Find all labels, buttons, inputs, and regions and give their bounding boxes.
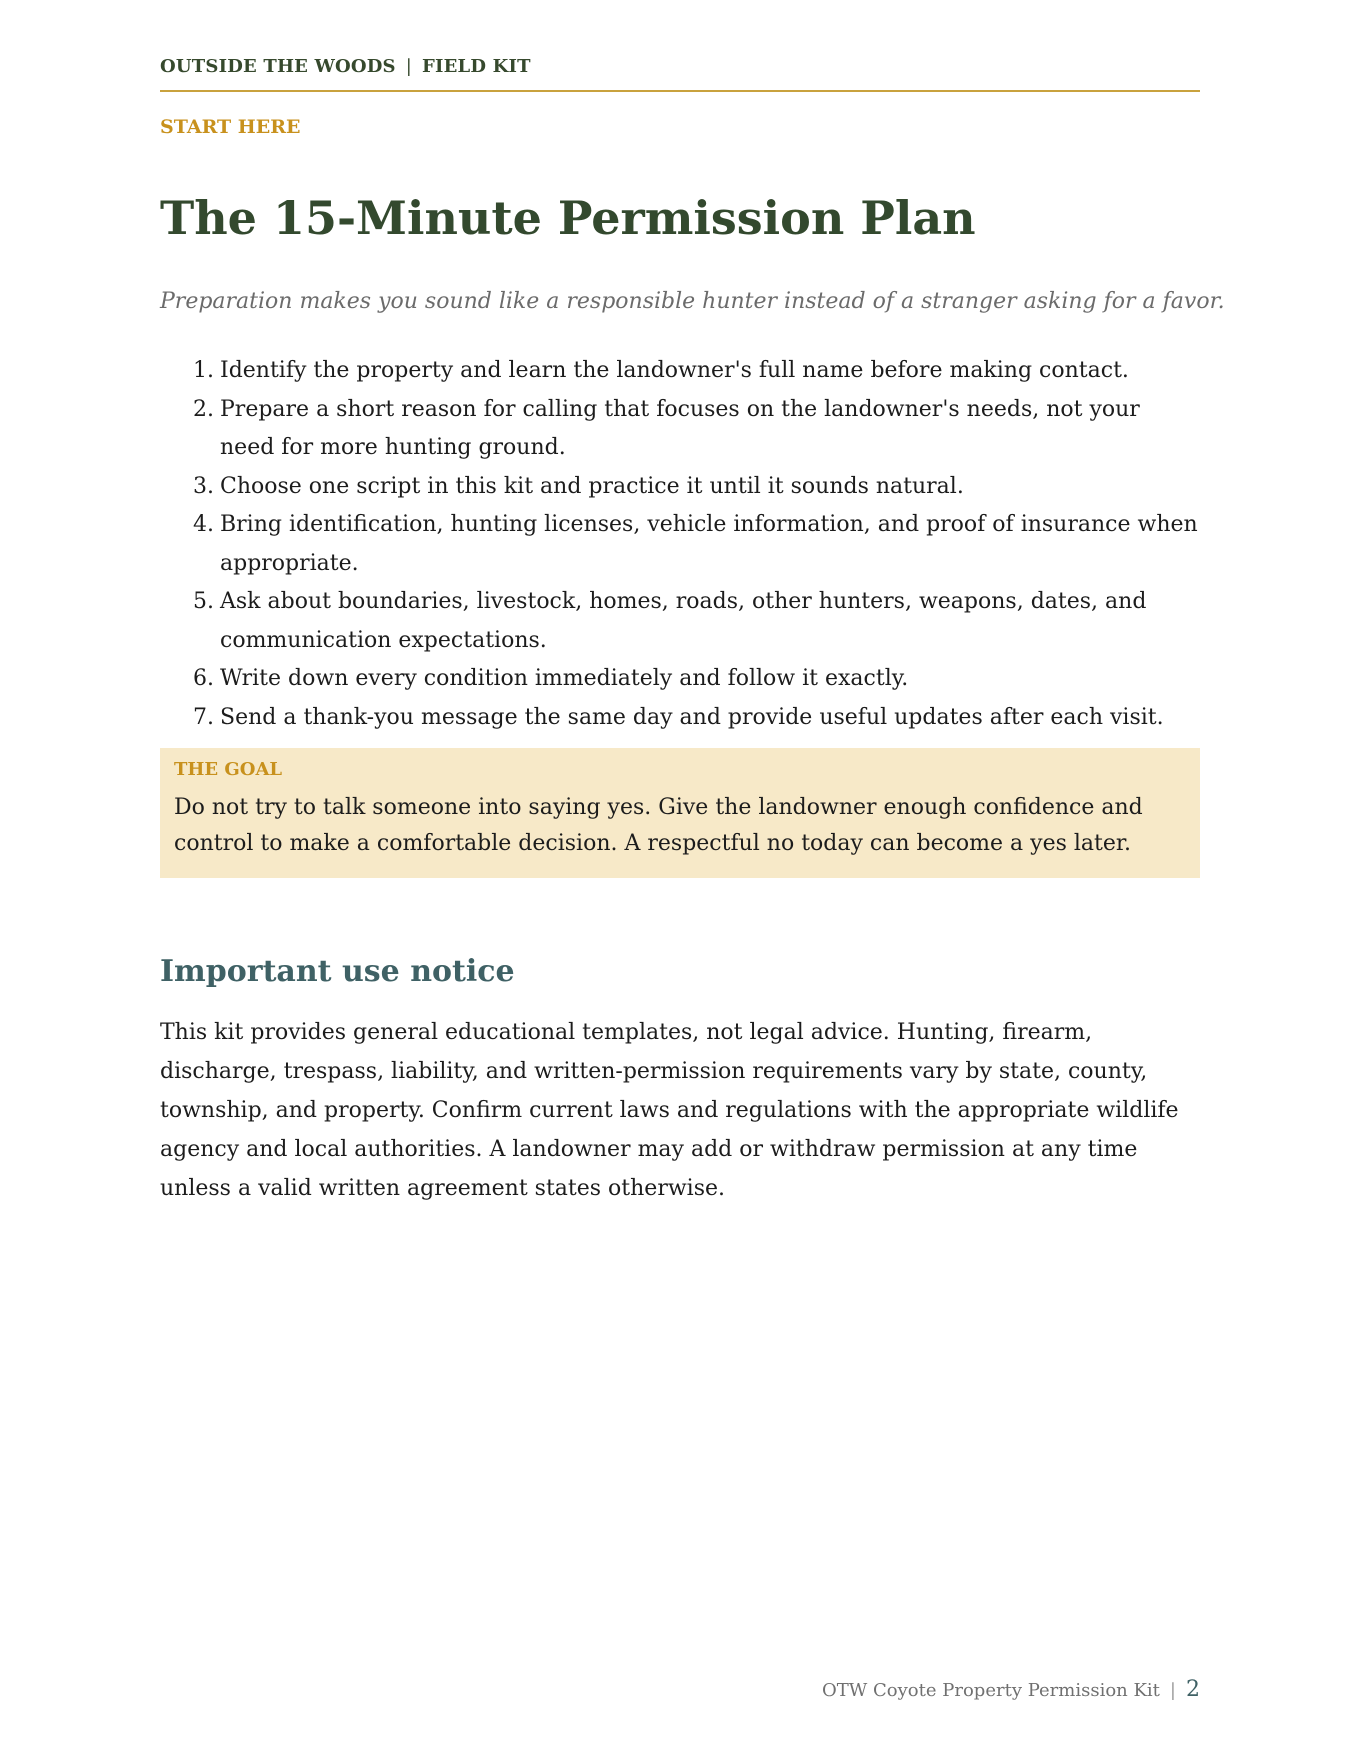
page-title: The 15-Minute Permission Plan <box>160 191 976 245</box>
step-number: 3. <box>193 473 214 499</box>
step-item <box>193 506 1200 583</box>
document-page <box>160 0 1225 1760</box>
header-brand: OUTSIDE THE WOODS <box>160 56 396 77</box>
running-header <box>160 56 1200 77</box>
step-item <box>193 391 1200 468</box>
step-text: Ask about boundaries, livestock, homes, roads, other hunters, weapons, dates, and communication expectations. <box>220 589 1147 653</box>
step-item <box>193 699 1200 738</box>
step-text: Prepare a short reason for calling that focuses on the landowner's needs, not your need for more hunting ground. <box>220 396 1140 460</box>
step-item <box>193 583 1200 660</box>
goal-callout <box>160 748 1200 878</box>
page-subtitle: Preparation makes you sound like a responsible hunter instead of a stranger asking for a favor. <box>160 289 1225 314</box>
goal-label: THE GOAL <box>174 759 283 780</box>
notice-heading: Important use notice <box>160 954 515 989</box>
step-text: Choose one script in this kit and practice it until it sounds natural. <box>220 473 964 499</box>
page-footer <box>822 1676 1200 1705</box>
section-kicker: START HERE <box>160 116 301 138</box>
page-number: 2 <box>1186 1677 1200 1702</box>
step-item <box>193 660 1200 699</box>
step-number: 6. <box>193 666 214 691</box>
step-number: 5. <box>193 589 214 614</box>
step-item <box>193 468 1200 507</box>
step-number: 4. <box>193 512 214 537</box>
step-number: 7. <box>193 704 214 730</box>
header-separator: | <box>405 56 413 77</box>
step-text: Send a thank-you message the same day and provide useful updates after each visit. <box>220 704 1164 730</box>
notice-text: This kit provides general educational templates, not legal advice. Hunting, firearm, discharge, trespass, liability, and written-permission requirements vary by state, county, township, and property. Confirm current laws and regulations with the appropriate wildlife agency and local authorities. A landowner may add or withdraw permission at any time unless a valid written agreement states otherwise. <box>160 1020 1179 1201</box>
steps-list <box>160 352 1200 737</box>
step-number: 1. <box>193 358 214 383</box>
step-text: Identify the property and learn the landowner's full name before making contact. <box>220 358 1129 383</box>
header-rule <box>160 90 1200 92</box>
header-section: FIELD KIT <box>422 56 531 77</box>
step-text: Write down every condition immediately and follow it exactly. <box>220 666 909 691</box>
step-number: 2. <box>193 396 214 422</box>
step-text: Bring identification, hunting licenses, vehicle information, and proof of insurance when appropriate. <box>220 512 1198 576</box>
footer-doc-title: OTW Coyote Property Permission Kit <box>822 1680 1160 1701</box>
step-item <box>193 352 1200 391</box>
footer-separator: | <box>1169 1680 1176 1701</box>
goal-text: Do not try to talk someone into saying yes. Give the landowner enough confidence and control to make a comfortable decision. A respectful no today can become a yes later. <box>174 795 1143 856</box>
